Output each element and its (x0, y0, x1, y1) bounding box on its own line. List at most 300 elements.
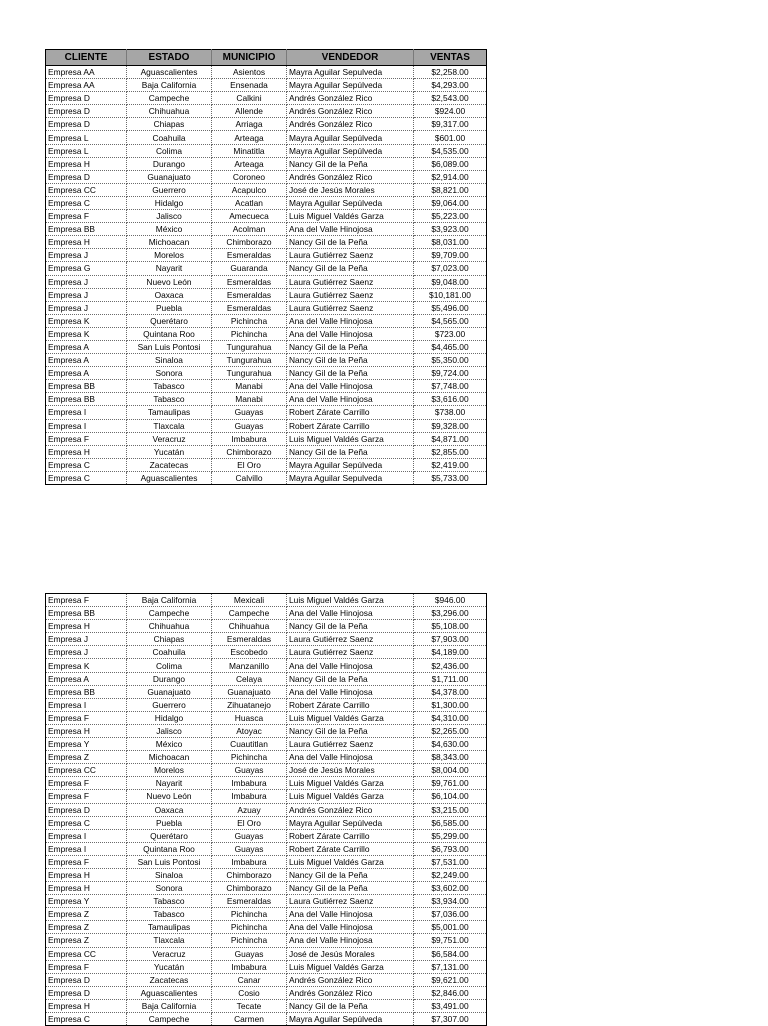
cell-cliente: Empresa BB (46, 607, 127, 620)
cell-cliente: Empresa H (46, 868, 127, 881)
cell-estado: Zacatecas (127, 973, 212, 986)
cell-ventas: $3,923.00 (414, 223, 487, 236)
table-row (46, 594, 487, 607)
cell-vendedor: Luis Miguel Valdés Garza (287, 432, 414, 445)
cell-estado: Querétaro (127, 829, 212, 842)
table-row (46, 131, 487, 144)
table-row (46, 777, 487, 790)
cell-estado: Aguascalientes (127, 66, 212, 79)
cell-cliente: Empresa K (46, 327, 127, 340)
cell-ventas: $9,709.00 (414, 249, 487, 262)
table-row (46, 367, 487, 380)
cell-vendedor: Nancy Gil de la Peña (287, 354, 414, 367)
cell-estado: Quintana Roo (127, 842, 212, 855)
table-row (46, 210, 487, 223)
cell-cliente: Empresa I (46, 419, 127, 432)
table-row (46, 92, 487, 105)
cell-estado: Guerrero (127, 183, 212, 196)
cell-estado: Hidalgo (127, 196, 212, 209)
cell-municipio: Guayas (212, 829, 287, 842)
cell-ventas: $5,223.00 (414, 210, 487, 223)
header-ventas: VENTAS (414, 50, 487, 66)
cell-estado: Guanajuato (127, 685, 212, 698)
cell-estado: Chiapas (127, 633, 212, 646)
cell-ventas: $738.00 (414, 406, 487, 419)
cell-municipio: Chimborazo (212, 868, 287, 881)
cell-ventas: $4,565.00 (414, 314, 487, 327)
cell-vendedor: Mayra Aguilar Sepúlveda (287, 196, 414, 209)
cell-ventas: $7,903.00 (414, 633, 487, 646)
cell-vendedor: Ana del Valle Hinojosa (287, 751, 414, 764)
cell-ventas: $7,748.00 (414, 380, 487, 393)
cell-vendedor: Luis Miguel Valdés Garza (287, 777, 414, 790)
table-row (46, 842, 487, 855)
cell-municipio: Esmeraldas (212, 301, 287, 314)
cell-municipio: Imbabura (212, 960, 287, 973)
table-row (46, 921, 487, 934)
cell-cliente: Empresa C (46, 196, 127, 209)
cell-vendedor: Mayra Aguilar Sepúlveda (287, 1013, 414, 1026)
table-row (46, 419, 487, 432)
cell-municipio: Esmeraldas (212, 633, 287, 646)
cell-cliente: Empresa H (46, 882, 127, 895)
cell-municipio: Cosio (212, 986, 287, 999)
cell-vendedor: Nancy Gil de la Peña (287, 367, 414, 380)
cell-cliente: Empresa I (46, 406, 127, 419)
cell-estado: Aguascalientes (127, 986, 212, 999)
cell-cliente: Empresa Z (46, 934, 127, 947)
cell-estado: Puebla (127, 301, 212, 314)
cell-vendedor: Laura Gutiérrez Saenz (287, 646, 414, 659)
cell-estado: Morelos (127, 249, 212, 262)
cell-municipio: Tungurahua (212, 367, 287, 380)
cell-cliente: Empresa D (46, 803, 127, 816)
table-row (46, 803, 487, 816)
cell-estado: Puebla (127, 816, 212, 829)
cell-cliente: Empresa BB (46, 223, 127, 236)
cell-cliente: Empresa H (46, 999, 127, 1012)
cell-vendedor: Andrés González Rico (287, 973, 414, 986)
table-row (46, 445, 487, 458)
cell-vendedor: Mayra Aguilar Sepúlveda (287, 144, 414, 157)
cell-municipio: Minatitla (212, 144, 287, 157)
cell-ventas: $6,793.00 (414, 842, 487, 855)
cell-cliente: Empresa K (46, 659, 127, 672)
cell-ventas: $4,293.00 (414, 79, 487, 92)
cell-municipio: Amecueca (212, 210, 287, 223)
table-row (46, 170, 487, 183)
cell-cliente: Empresa F (46, 432, 127, 445)
cell-ventas: $9,048.00 (414, 275, 487, 288)
cell-municipio: Chimborazo (212, 882, 287, 895)
cell-estado: Jalisco (127, 210, 212, 223)
cell-municipio: Guayas (212, 406, 287, 419)
cell-cliente: Empresa BB (46, 685, 127, 698)
table-row (46, 275, 487, 288)
table-row (46, 973, 487, 986)
cell-vendedor: Ana del Valle Hinojosa (287, 314, 414, 327)
cell-municipio: Manabi (212, 380, 287, 393)
cell-ventas: $2,846.00 (414, 986, 487, 999)
cell-ventas: $7,531.00 (414, 855, 487, 868)
cell-vendedor: Luis Miguel Valdés Garza (287, 711, 414, 724)
table-row (46, 458, 487, 471)
cell-ventas: $5,350.00 (414, 354, 487, 367)
cell-cliente: Empresa H (46, 620, 127, 633)
table-row (46, 607, 487, 620)
table-row (46, 79, 487, 92)
table-row (46, 249, 487, 262)
cell-ventas: $3,934.00 (414, 895, 487, 908)
cell-cliente: Empresa F (46, 711, 127, 724)
cell-vendedor: Luis Miguel Valdés Garza (287, 855, 414, 868)
table-row (46, 829, 487, 842)
cell-ventas: $7,023.00 (414, 262, 487, 275)
cell-municipio: Carmen (212, 1013, 287, 1026)
cell-ventas: $3,616.00 (414, 393, 487, 406)
cell-vendedor: Nancy Gil de la Peña (287, 262, 414, 275)
cell-ventas: $4,465.00 (414, 340, 487, 353)
cell-cliente: Empresa H (46, 236, 127, 249)
cell-vendedor: Ana del Valle Hinojosa (287, 934, 414, 947)
cell-ventas: $7,131.00 (414, 960, 487, 973)
cell-municipio: Calvillo (212, 471, 287, 484)
cell-municipio: Tungurahua (212, 340, 287, 353)
cell-estado: Tlaxcala (127, 934, 212, 947)
cell-municipio: Esmeraldas (212, 275, 287, 288)
cell-vendedor: Ana del Valle Hinojosa (287, 908, 414, 921)
cell-municipio: Allende (212, 105, 287, 118)
cell-ventas: $6,584.00 (414, 947, 487, 960)
table-row (46, 659, 487, 672)
cell-estado: Querétaro (127, 314, 212, 327)
table-row (46, 672, 487, 685)
cell-cliente: Empresa AA (46, 66, 127, 79)
cell-ventas: $2,914.00 (414, 170, 487, 183)
table-row (46, 855, 487, 868)
cell-estado: Chiapas (127, 118, 212, 131)
cell-municipio: Arteaga (212, 157, 287, 170)
cell-municipio: Campeche (212, 607, 287, 620)
cell-estado: Sonora (127, 367, 212, 380)
cell-cliente: Empresa A (46, 367, 127, 380)
cell-vendedor: Laura Gutiérrez Saenz (287, 275, 414, 288)
cell-vendedor: Mayra Aguilar Sepulveda (287, 471, 414, 484)
cell-vendedor: Laura Gutiérrez Saenz (287, 288, 414, 301)
header-cliente: CLIENTE (46, 50, 127, 66)
cell-vendedor: Nancy Gil de la Peña (287, 620, 414, 633)
cell-vendedor: Ana del Valle Hinojosa (287, 921, 414, 934)
table-row (46, 471, 487, 484)
cell-vendedor: Nancy Gil de la Peña (287, 445, 414, 458)
cell-ventas: $9,761.00 (414, 777, 487, 790)
cell-estado: Hidalgo (127, 711, 212, 724)
cell-ventas: $5,496.00 (414, 301, 487, 314)
cell-vendedor: Ana del Valle Hinojosa (287, 327, 414, 340)
table-row (46, 288, 487, 301)
cell-ventas: $4,310.00 (414, 711, 487, 724)
table-row (46, 196, 487, 209)
cell-estado: Tamaulipas (127, 921, 212, 934)
cell-vendedor: Laura Gutiérrez Saenz (287, 895, 414, 908)
cell-municipio: Pichincha (212, 934, 287, 947)
cell-vendedor: Mayra Aguilar Sepúlveda (287, 131, 414, 144)
table-row (46, 960, 487, 973)
table-body (46, 66, 487, 485)
table-row (46, 947, 487, 960)
cell-cliente: Empresa A (46, 672, 127, 685)
cell-estado: Guanajuato (127, 170, 212, 183)
cell-municipio: Chimborazo (212, 236, 287, 249)
cell-cliente: Empresa D (46, 170, 127, 183)
cell-cliente: Empresa A (46, 354, 127, 367)
cell-ventas: $8,004.00 (414, 764, 487, 777)
cell-cliente: Empresa D (46, 118, 127, 131)
cell-cliente: Empresa K (46, 314, 127, 327)
table-row (46, 183, 487, 196)
cell-cliente: Empresa F (46, 790, 127, 803)
cell-municipio: Imbabura (212, 777, 287, 790)
cell-municipio: Tungurahua (212, 354, 287, 367)
table-row (46, 301, 487, 314)
table-row (46, 380, 487, 393)
cell-estado: Sonora (127, 882, 212, 895)
cell-cliente: Empresa BB (46, 380, 127, 393)
cell-municipio: Arteaga (212, 131, 287, 144)
table-row (46, 790, 487, 803)
cell-estado: Tabasco (127, 393, 212, 406)
cell-municipio: Manabi (212, 393, 287, 406)
cell-vendedor: Luis Miguel Valdés Garza (287, 960, 414, 973)
table-row (46, 816, 487, 829)
cell-ventas: $4,630.00 (414, 738, 487, 751)
table-row (46, 620, 487, 633)
table-row (46, 764, 487, 777)
cell-ventas: $10,181.00 (414, 288, 487, 301)
cell-estado: Nuevo León (127, 790, 212, 803)
cell-cliente: Empresa F (46, 855, 127, 868)
cell-estado: Baja California (127, 594, 212, 607)
cell-cliente: Empresa G (46, 262, 127, 275)
cell-ventas: $6,585.00 (414, 816, 487, 829)
cell-municipio: Pichincha (212, 751, 287, 764)
cell-ventas: $8,343.00 (414, 751, 487, 764)
table-row (46, 738, 487, 751)
cell-estado: Durango (127, 157, 212, 170)
cell-estado: San Luis Pontosi (127, 340, 212, 353)
cell-estado: Campeche (127, 1013, 212, 1026)
cell-municipio: Arriaga (212, 118, 287, 131)
table-row (46, 406, 487, 419)
cell-vendedor: Andrés González Rico (287, 803, 414, 816)
cell-vendedor: Laura Gutiérrez Saenz (287, 249, 414, 262)
cell-municipio: Coroneo (212, 170, 287, 183)
cell-municipio: El Oro (212, 458, 287, 471)
cell-ventas: $4,378.00 (414, 685, 487, 698)
cell-cliente: Empresa J (46, 288, 127, 301)
cell-vendedor: Nancy Gil de la Peña (287, 999, 414, 1012)
cell-estado: Baja California (127, 999, 212, 1012)
cell-vendedor: Robert Zárate Carrillo (287, 829, 414, 842)
cell-vendedor: Nancy Gil de la Peña (287, 868, 414, 881)
cell-vendedor: Andrés González Rico (287, 105, 414, 118)
cell-estado: Nuevo León (127, 275, 212, 288)
cell-vendedor: Mayra Aguilar Sepúlveda (287, 79, 414, 92)
cell-ventas: $1,711.00 (414, 672, 487, 685)
table-row (46, 868, 487, 881)
cell-ventas: $3,491.00 (414, 999, 487, 1012)
cell-ventas: $924.00 (414, 105, 487, 118)
cell-estado: Tlaxcala (127, 419, 212, 432)
cell-cliente: Empresa F (46, 210, 127, 223)
cell-cliente: Empresa AA (46, 79, 127, 92)
header-municipio: MUNICIPIO (212, 50, 287, 66)
cell-cliente: Empresa F (46, 960, 127, 973)
cell-ventas: $9,621.00 (414, 973, 487, 986)
cell-vendedor: Mayra Aguilar Sepúlveda (287, 458, 414, 471)
cell-vendedor: Nancy Gil de la Peña (287, 724, 414, 737)
cell-cliente: Empresa L (46, 131, 127, 144)
cell-ventas: $9,328.00 (414, 419, 487, 432)
cell-ventas: $601.00 (414, 131, 487, 144)
cell-municipio: Pichincha (212, 327, 287, 340)
cell-municipio: Imbabura (212, 855, 287, 868)
table-row (46, 105, 487, 118)
table-row (46, 751, 487, 764)
cell-cliente: Empresa D (46, 973, 127, 986)
header-vendedor: VENDEDOR (287, 50, 414, 66)
cell-estado: Oaxaca (127, 288, 212, 301)
cell-estado: Yucatán (127, 960, 212, 973)
cell-cliente: Empresa CC (46, 764, 127, 777)
cell-vendedor: Ana del Valle Hinojosa (287, 659, 414, 672)
cell-vendedor: Nancy Gil de la Peña (287, 882, 414, 895)
cell-cliente: Empresa C (46, 1013, 127, 1026)
cell-ventas: $2,855.00 (414, 445, 487, 458)
cell-municipio: Guayas (212, 764, 287, 777)
cell-ventas: $5,299.00 (414, 829, 487, 842)
cell-municipio: Huasca (212, 711, 287, 724)
cell-ventas: $9,064.00 (414, 196, 487, 209)
table-row (46, 986, 487, 999)
table-body (46, 594, 487, 1026)
cell-estado: Campeche (127, 92, 212, 105)
cell-cliente: Empresa J (46, 633, 127, 646)
cell-municipio: Escobedo (212, 646, 287, 659)
cell-cliente: Empresa I (46, 842, 127, 855)
cell-cliente: Empresa D (46, 92, 127, 105)
table-row (46, 633, 487, 646)
table-row (46, 157, 487, 170)
table-row (46, 354, 487, 367)
table-row (46, 698, 487, 711)
cell-vendedor: Nancy Gil de la Peña (287, 672, 414, 685)
cell-estado: Quintana Roo (127, 327, 212, 340)
cell-cliente: Empresa D (46, 105, 127, 118)
table-row (46, 895, 487, 908)
cell-municipio: Pichincha (212, 908, 287, 921)
table-row (46, 882, 487, 895)
cell-vendedor: Mayra Aguilar Sepúlveda (287, 816, 414, 829)
cell-ventas: $5,733.00 (414, 471, 487, 484)
cell-vendedor: Mayra Aguilar Sepulveda (287, 66, 414, 79)
cell-ventas: $9,317.00 (414, 118, 487, 131)
cell-vendedor: Luis Miguel Valdés Garza (287, 790, 414, 803)
cell-cliente: Empresa Y (46, 738, 127, 751)
cell-vendedor: Luis Miguel Valdés Garza (287, 594, 414, 607)
table-row (46, 262, 487, 275)
cell-ventas: $3,602.00 (414, 882, 487, 895)
cell-vendedor: Robert Zárate Carrillo (287, 419, 414, 432)
cell-cliente: Empresa H (46, 157, 127, 170)
cell-municipio: Esmeraldas (212, 249, 287, 262)
cell-vendedor: Robert Zárate Carrillo (287, 842, 414, 855)
cell-cliente: Empresa Z (46, 908, 127, 921)
cell-ventas: $4,871.00 (414, 432, 487, 445)
cell-ventas: $723.00 (414, 327, 487, 340)
table-row (46, 646, 487, 659)
cell-estado: Colima (127, 144, 212, 157)
cell-ventas: $2,249.00 (414, 868, 487, 881)
cell-estado: Colima (127, 659, 212, 672)
header-estado: ESTADO (127, 50, 212, 66)
cell-cliente: Empresa A (46, 340, 127, 353)
cell-estado: Aguascalientes (127, 471, 212, 484)
cell-cliente: Empresa F (46, 777, 127, 790)
cell-vendedor: Robert Zárate Carrillo (287, 406, 414, 419)
cell-municipio: Guayas (212, 419, 287, 432)
cell-municipio: Guanajuato (212, 685, 287, 698)
cell-vendedor: Nancy Gil de la Peña (287, 157, 414, 170)
cell-cliente: Empresa C (46, 471, 127, 484)
cell-municipio: Manzanillo (212, 659, 287, 672)
cell-ventas: $946.00 (414, 594, 487, 607)
table-row (46, 223, 487, 236)
cell-municipio: Calkini (212, 92, 287, 105)
cell-estado: Durango (127, 672, 212, 685)
cell-cliente: Empresa D (46, 986, 127, 999)
table-row (46, 340, 487, 353)
cell-cliente: Empresa I (46, 698, 127, 711)
cell-estado: Coahuila (127, 646, 212, 659)
cell-municipio: Acatlan (212, 196, 287, 209)
cell-municipio: Imbabura (212, 790, 287, 803)
cell-estado: Coahuila (127, 131, 212, 144)
cell-estado: Chihuahua (127, 620, 212, 633)
cell-municipio: Guayas (212, 947, 287, 960)
cell-estado: Tabasco (127, 380, 212, 393)
cell-municipio: Esmeraldas (212, 895, 287, 908)
table-row (46, 999, 487, 1012)
table-row (46, 934, 487, 947)
table-row (46, 144, 487, 157)
cell-vendedor: Nancy Gil de la Peña (287, 236, 414, 249)
cell-municipio: Zihuatanejo (212, 698, 287, 711)
cell-cliente: Empresa H (46, 445, 127, 458)
cell-municipio: Mexicali (212, 594, 287, 607)
cell-estado: Nayarit (127, 777, 212, 790)
cell-municipio: Azuay (212, 803, 287, 816)
cell-municipio: Atoyac (212, 724, 287, 737)
cell-cliente: Empresa J (46, 275, 127, 288)
cell-vendedor: Ana del Valle Hinojosa (287, 607, 414, 620)
cell-municipio: Acolman (212, 223, 287, 236)
cell-vendedor: José de Jesús Morales (287, 764, 414, 777)
cell-estado: San Luis Pontosi (127, 855, 212, 868)
cell-vendedor: Robert Zárate Carrillo (287, 698, 414, 711)
cell-estado: Chihuahua (127, 105, 212, 118)
cell-vendedor: Ana del Valle Hinojosa (287, 393, 414, 406)
